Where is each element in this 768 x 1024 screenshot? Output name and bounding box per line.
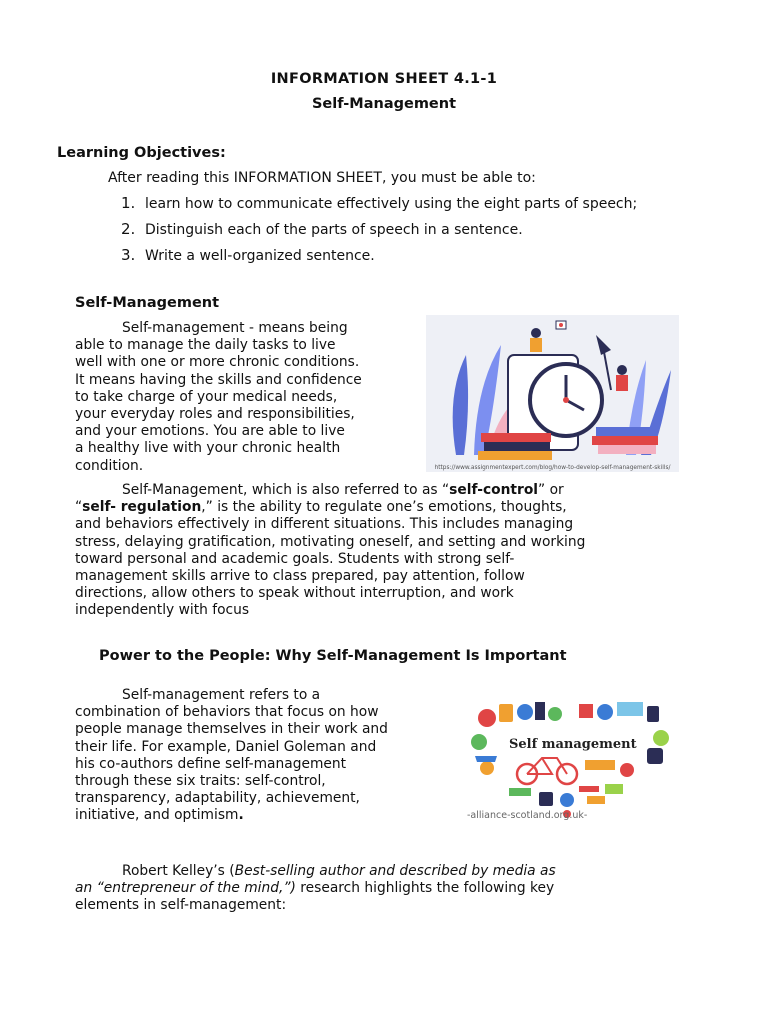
self-control-paragraph [75,482,695,620]
bold-term: self- regulation [82,499,202,516]
objective-number: 1. [121,194,136,212]
text-span: . [238,807,244,824]
text-line: a healthy live with your chronic health [75,440,341,457]
text-line: Self-management refers to a [122,687,321,703]
text-line: to take charge of your medical needs, [75,388,338,405]
text-span: initiative, and optimism [75,807,239,824]
text-line [75,880,665,897]
text-line [75,863,665,880]
objectives-intro: After reading this INFORMATION SHEET, you must be able to: [108,170,536,186]
objective-item [121,246,375,264]
section-heading: Power to the People: Why Self-Management Is Important [99,648,567,664]
kelley-paragraph [75,863,665,915]
text-line: and your emotions. You are able to live [75,423,345,440]
text-line: combination of behaviors that focus on how [75,704,379,721]
text-line: condition. [75,457,144,474]
text-line: Self-management - means being [122,320,348,336]
text-line: through these six traits: self-control, [75,773,326,790]
text-line: It means having the skills and confidence [75,371,362,388]
text-span: Self-Management, which is also referred to as “ [122,482,450,498]
text-line: his co-authors define self-management [75,755,347,772]
goleman-paragraph [75,687,450,825]
image-source-caption: -alliance-scotland.org.uk- [467,810,588,821]
text-line: toward personal and academic goals. Students with strong self- [75,550,515,567]
sheet-title: INFORMATION SHEET 4.1-1 [270,71,498,87]
heart-illustration-svg [467,690,673,822]
text-line: and behaviors effectively in different situations. This includes managing [75,516,574,533]
text-span: ” or [538,482,564,498]
self-management-heart-illustration [467,690,673,822]
text-line: well with one or more chronic conditions. [75,354,360,371]
text-span: ,” is the ability to regulate one’s emotions, thoughts, [201,499,567,516]
text-span: Robert Kelley’s ( [122,863,235,879]
text-line: directions, allow others to speak without interruption, and work [75,585,514,602]
text-line: stress, delaying gratification, motivating oneself, and setting and working [75,533,586,550]
text-line [75,499,695,516]
text-line: people manage themselves in their work and [75,721,388,738]
text-span: “ [75,499,83,516]
self-management-illustration [426,315,679,472]
objective-number: 3. [121,246,136,264]
image-label: Self management [509,737,637,752]
italic-text: an “entrepreneur of the mind,”) [75,880,296,897]
text-line [75,482,695,499]
image-source-caption: https://www.assignmentexpert.com/blog/how-to-develop-self-management-skills/ [434,465,671,471]
objective-text: Distinguish each of the parts of speech in a sentence. [145,222,523,238]
objective-item [121,194,637,212]
text-line [75,807,450,824]
objective-text: Write a well-organized sentence. [145,248,375,264]
text-line: transparency, adaptability, achievement, [75,790,360,807]
section-heading: Self-Management [75,295,220,311]
objectives-heading: Learning Objectives: [57,145,226,161]
self-management-definition [75,320,420,475]
text-line: their life. For example, Daniel Goleman and [75,738,377,755]
clock-illustration-svg [426,315,679,472]
text-span: research highlights the following key [295,880,555,897]
objective-number: 2. [121,220,136,238]
text-line: your everyday roles and responsibilities, [75,406,355,423]
bold-term: self-control [449,482,539,498]
text-line: independently with focus [75,602,250,619]
text-line: elements in self-management: [75,897,287,914]
objective-text: learn how to communicate effectively using the eight parts of speech; [145,196,638,212]
objective-item [121,220,523,238]
text-line: able to manage the daily tasks to live [75,337,336,354]
text-line: management skills arrive to class prepared, pay attention, follow [75,568,525,585]
italic-text: Best-selling author and described by media as [234,863,556,879]
sheet-subtitle: Self-Management [311,96,457,112]
